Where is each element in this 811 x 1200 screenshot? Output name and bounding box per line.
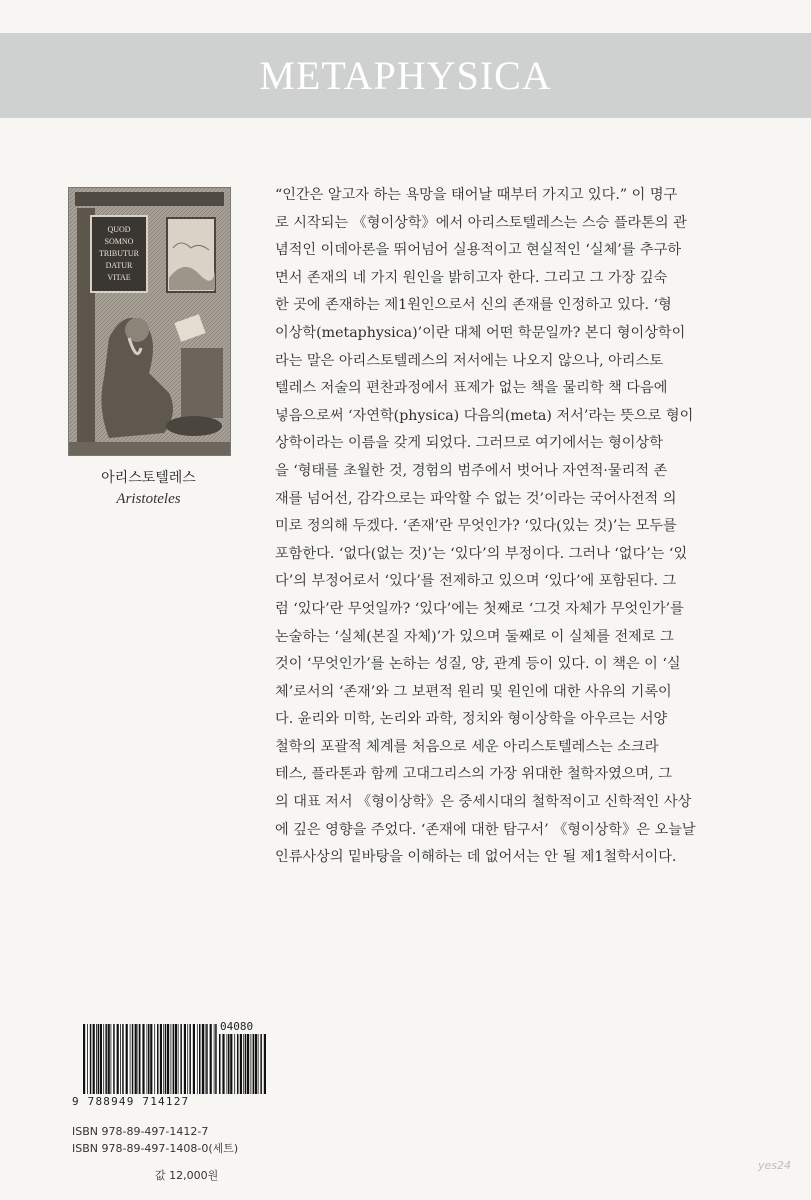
addon-bars: [218, 1034, 266, 1094]
barcode-bar: [111, 1024, 112, 1094]
barcode-bar: [227, 1034, 228, 1094]
description-line: 포함한다. ‘없다(없는 것)’는 ‘있다’의 부정이다. 그러나 ‘없다’는 ‘있: [275, 545, 688, 562]
barcode-bar: [98, 1024, 100, 1094]
price-label: 값 12,000원: [155, 1169, 219, 1182]
description-line: 다. 윤리와 미학, 논리와 과학, 정치와 형이상학을 아우르는 서양: [275, 711, 668, 728]
isbn-line: ISBN 978-89-497-1412-7: [72, 1125, 209, 1138]
barcode-bar: [126, 1024, 128, 1094]
barcode-bar: [205, 1024, 206, 1094]
barcode-bar: [228, 1034, 230, 1094]
barcode-bar: [154, 1024, 155, 1094]
barcode-bar: [251, 1034, 252, 1094]
barcode-bar: [160, 1024, 162, 1094]
barcode-bar: [214, 1024, 215, 1094]
barcode-digits: 9 788949 714127: [72, 1095, 190, 1108]
barcode-bar: [93, 1024, 95, 1094]
caption-latin: Aristoteles: [116, 491, 181, 507]
barcode-bar: [253, 1034, 255, 1094]
caption-korean: 아리스토텔레스: [101, 470, 196, 486]
barcode-bar: [184, 1024, 186, 1094]
description-line: 인류사상의 밑바탕을 이해하는 데 없어서는 안 될 제1철학서이다.: [275, 849, 677, 866]
description-line: 에 깊은 영향을 주었다. ‘존재에 대한 탐구서’ 《형이상학》은 오늘날: [275, 821, 696, 838]
description-line: “인간은 알고자 하는 욕망을 태어날 때부터 가지고 있다.” 이 명구: [275, 187, 678, 203]
description-line: 면서 존재의 네 가지 원인을 밝히고자 한다. 그리고 그 가장 깊숙: [275, 269, 668, 286]
barcode-bar: [202, 1024, 204, 1094]
description-line: 테스, 플라톤과 함께 고대그리스의 가장 위대한 철학자였으며, 그: [275, 766, 672, 783]
description-line: 논술하는 ‘실체(본질 자체)’가 있으며 둘째로 이 실체를 전제로 그: [275, 628, 674, 645]
barcode-bar: [171, 1024, 172, 1094]
barcode-bar: [178, 1024, 179, 1094]
barcode-bar: [138, 1024, 139, 1094]
barcode-bar: [163, 1024, 164, 1094]
barcode-bar: [222, 1034, 224, 1094]
barcode-bar: [240, 1034, 242, 1094]
barcode-bar: [122, 1024, 124, 1094]
barcode-bar: [197, 1024, 198, 1094]
description-line: 철학의 포괄적 체계를 처음으로 세운 아리스토텔레스는 소크라: [275, 738, 659, 755]
barcode-bar: [132, 1024, 134, 1094]
barcode-bar: [247, 1034, 249, 1094]
barcode-bar: [173, 1024, 175, 1094]
isbn-set-line: ISBN 978-89-497-1408-0(세트): [72, 1142, 239, 1155]
description-line: 의 대표 저서 《형이상학》은 중세시대의 철학적이고 신학적인 사상: [275, 794, 692, 811]
barcode-bar: [245, 1034, 247, 1094]
plaque-line-2: SOMNO: [104, 237, 134, 246]
barcode-bar: [165, 1024, 167, 1094]
barcode-bar: [83, 1024, 85, 1094]
addon-barcode: [218, 1034, 266, 1094]
barcode-bar: [255, 1034, 257, 1094]
aristotle-engraving: [68, 187, 231, 456]
barcode-bar: [90, 1024, 92, 1094]
description-line: 상학이라는 이름을 갖게 되었다. 그러므로 여기에서는 형이상학: [275, 435, 663, 452]
description-line: 다’의 부정어로서 ‘있다’를 전제하고 있으며 ‘있다’에 포함된다. 그: [275, 573, 677, 590]
barcode-bar: [187, 1024, 188, 1094]
barcode-bars: [82, 1024, 217, 1094]
barcode-bar: [105, 1024, 107, 1094]
portrait-caption: [68, 468, 229, 510]
description-line: 체’로서의 ‘존재’와 그 보편적 원리 및 원인에 대한 사유의 기록이: [275, 683, 672, 700]
barcode-bar: [167, 1024, 169, 1094]
barcode-bar: [96, 1024, 97, 1094]
barcode-bar: [199, 1024, 201, 1094]
description-line: 넣음으로써 ‘자연학(physica) 다음의(meta) 저서’라는 뜻으로 형이: [275, 407, 694, 424]
plaque-line-4: DATUR: [105, 261, 133, 270]
barcode-bar: [120, 1024, 121, 1094]
barcode-bar: [260, 1034, 262, 1094]
barcode-bar: [243, 1034, 244, 1094]
barcode-bar: [180, 1024, 182, 1094]
barcode-bar: [264, 1034, 266, 1094]
barcode-bar: [215, 1024, 217, 1094]
plaque-line-1: QUOD: [107, 225, 131, 234]
barcode-bar: [157, 1024, 159, 1094]
description-line: 을 ‘형태를 초월한 것, 경험의 범주에서 벗어나 자연적·물리적 존: [275, 462, 668, 479]
barcode-bar: [135, 1024, 137, 1094]
description-line: 것이 ‘무엇인가’를 논하는 성질, 양, 관계 등이 있다. 이 책은 이 ‘실: [275, 656, 681, 673]
description-line: 텔레스 저술의 편찬과정에서 표제가 없는 책을 물리학 책 다음에: [275, 380, 668, 397]
barcode-bar: [113, 1024, 115, 1094]
description-line: 념적인 이데아론을 뛰어넘어 실용적이고 현실적인 ‘실체’를 추구하: [275, 242, 682, 259]
barcode-bar: [87, 1024, 88, 1094]
description-line: 이상학(metaphysica)’이란 대체 어떤 학문일까? 본디 형이상학이: [275, 324, 686, 341]
plaque-line-5: VITAE: [107, 273, 131, 282]
barcode-bar: [237, 1034, 239, 1094]
description-line: 한 곳에 존재하는 제1원인으로서 신의 존재를 인정하고 있다. ‘형: [275, 297, 672, 314]
barcode-bar: [130, 1024, 131, 1094]
barcode-bar: [150, 1024, 152, 1094]
barcode-block: [68, 1020, 254, 1120]
barcode-bar: [206, 1024, 208, 1094]
barcode-bar: [175, 1024, 177, 1094]
title-banner: [0, 33, 811, 118]
description-line: 라는 말은 아리스토텔레스의 저서에는 나오지 않으나, 아리스토: [275, 352, 663, 369]
barcode-bar: [234, 1034, 235, 1094]
barcode-bar: [189, 1024, 191, 1094]
barcode-bar: [148, 1024, 150, 1094]
barcode-bar: [117, 1024, 119, 1094]
barcode-bar: [103, 1024, 104, 1094]
barcode-bar: [108, 1024, 110, 1094]
engraving-image: [69, 188, 230, 455]
description-line: 재를 넘어선, 감각으로는 파악할 수 없는 것’이라는 국어사전적 의: [275, 490, 677, 507]
yes24-watermark: yes24: [757, 1159, 791, 1172]
description-line: 로 시작되는 《형이상학》에서 아리스토텔레스는 스승 플라톤의 관: [275, 214, 687, 231]
barcode-bar: [219, 1034, 221, 1094]
barcode-bar: [139, 1024, 141, 1094]
book-description: [275, 182, 737, 872]
barcode-bar: [258, 1034, 259, 1094]
barcode-bar: [230, 1034, 232, 1094]
description-line: 미로 정의해 두겠다. ‘존재’란 무엇인가? ‘있다(있는 것)’는 모두를: [275, 518, 677, 535]
barcode-bar: [193, 1024, 195, 1094]
barcode-bar: [100, 1024, 102, 1094]
barcode-bar: [142, 1024, 144, 1094]
barcode-bar: [147, 1024, 148, 1094]
ean-barcode: [82, 1024, 217, 1094]
book-title: METAPHYSICA: [259, 53, 552, 98]
plaque-line-3: TRIBUTUR: [99, 249, 139, 258]
description-line: 럼 ‘있다’란 무엇일까? ‘있다’에는 첫째로 ‘그것 자체가 무엇인가’를: [275, 600, 684, 617]
barcode-addon-code: 04080: [220, 1020, 254, 1033]
barcode-bar: [210, 1024, 212, 1094]
